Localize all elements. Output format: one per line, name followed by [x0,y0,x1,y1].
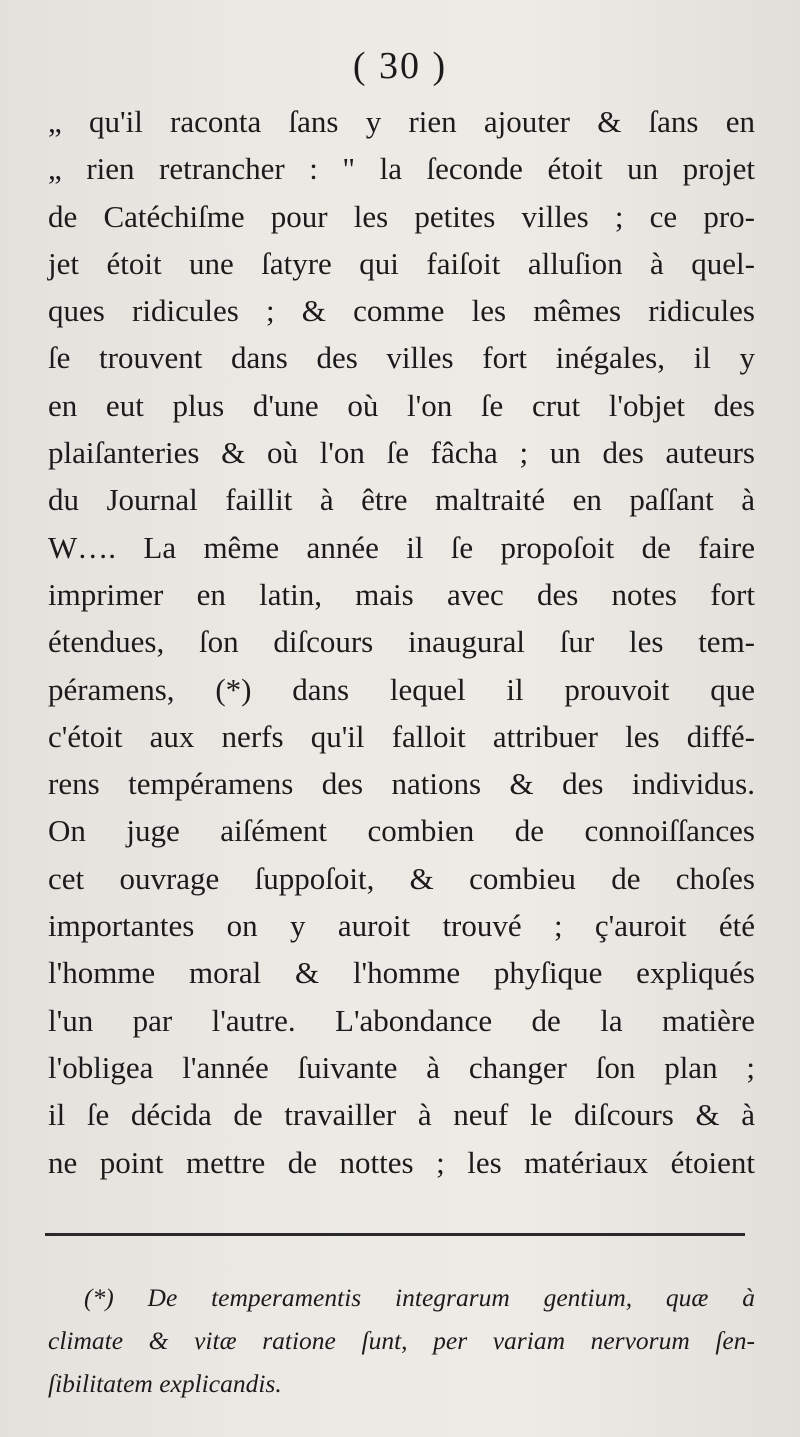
text-line: ne point mettre de nottes ; les matériaux étoient [48,1144,755,1180]
text-line: W…. La même année il ſe propoſoit de faire [48,529,755,565]
text-line: il ſe décida de travailler à neuf le diſcours & à [48,1097,755,1133]
text-line: étendues, ſon diſcours inaugural ſur les tem- [48,624,755,660]
text-line: cet ouvrage ſuppoſoit, & combieu de choſes [48,860,755,896]
text-line: l'un par l'autre. L'abondance de la matière [48,1002,755,1038]
text-line: en eut plus d'une où l'on ſe crut l'objet des [48,387,755,423]
text-line: importantes on y auroit trouvé ; ç'auroit été [48,908,755,944]
text-line: imprimer en latin, mais avec des notes fort [48,576,755,612]
text-line: ſe trouvent dans des villes fort inégales, il y [48,340,755,376]
text-line: de Catéchiſme pour les petites villes ; ce pro- [48,198,755,234]
text-line: „ rien retrancher : " la ſeconde étoit un projet [48,151,755,187]
body-text [48,98,755,1186]
text-line: rens tempéramens des nations & des individus. [48,766,755,802]
footnote-divider [45,1233,745,1236]
footnote-line: (*) De temperamentis integrarum gentium, quæ à [84,1283,755,1312]
text-line: On juge aiſément combien de connoiſſances [48,813,755,849]
text-line: „ qu'il raconta ſans y rien ajouter & ſans en [48,104,755,139]
text-line: jet étoit une ſatyre qui faiſoit alluſion à quel- [48,245,755,281]
footnote-line: ſibilitatem explicandis. [48,1369,282,1398]
page-number: ( 30 ) [352,45,448,87]
text-line: du Journal faillit à être maltraité en paſſant à [48,482,755,518]
text-line: l'obligea l'année ſuivante à changer ſon plan ; [48,1049,755,1085]
text-line: plaiſanteries & où l'on ſe fâcha ; un des auteurs [48,435,755,471]
text-line: c'étoit aux nerfs qu'il falloit attribuer les diffé- [48,718,755,754]
text-line: ques ridicules ; & comme les mêmes ridicules [48,293,755,329]
text-line: l'homme moral & l'homme phyſique expliqués [48,955,755,991]
footnote-line: climate & vitæ ratione ſunt, per variam nervorum ſen- [48,1326,755,1355]
text-line: péramens, (*) dans lequel il prouvoit que [48,671,755,707]
footnote [48,1276,755,1405]
